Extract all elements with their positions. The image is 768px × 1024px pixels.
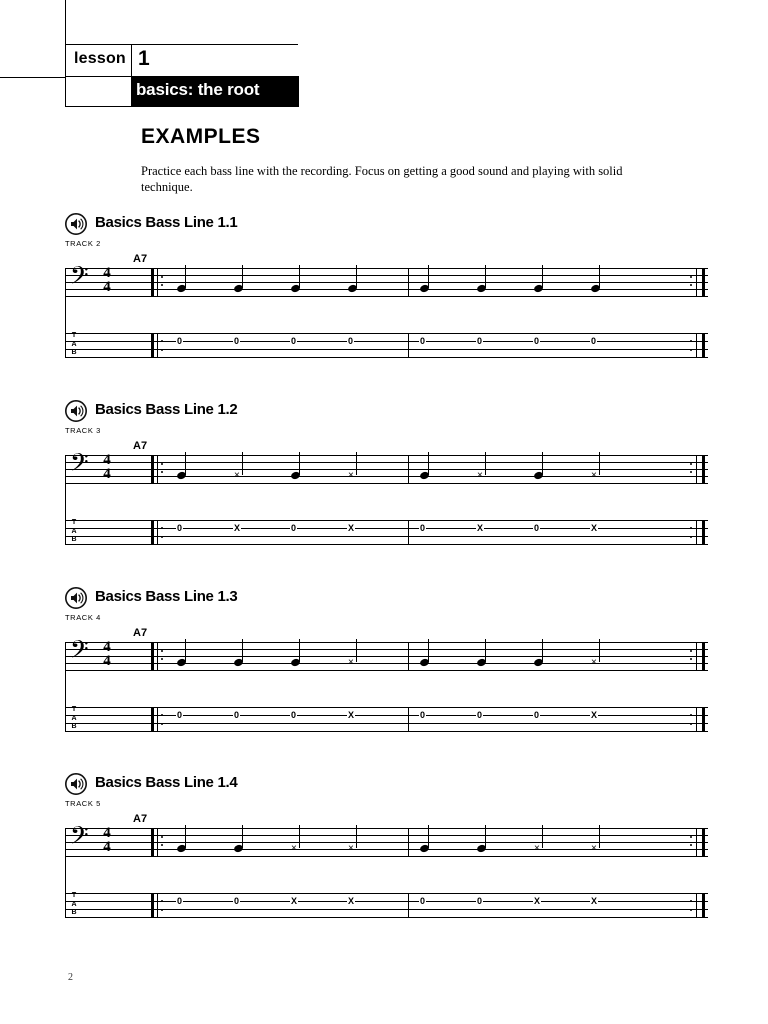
- tab-number: 0: [420, 710, 426, 720]
- tab-number: X: [348, 896, 355, 906]
- note-stem: [428, 639, 429, 662]
- time-signature-top: 4: [103, 265, 111, 281]
- tab-number: 0: [591, 336, 597, 346]
- speaker-icon[interactable]: [65, 587, 87, 609]
- tab-letters: T A B: [71, 706, 77, 730]
- tab-staff: [65, 707, 708, 732]
- tab-number: 0: [234, 336, 240, 346]
- closing-repeat-thin: [696, 268, 697, 297]
- tab-letters: T A B: [71, 519, 77, 543]
- bass-clef: 𝄢: [70, 261, 89, 295]
- track-label: TRACK 4: [65, 613, 101, 622]
- closing-repeat-thick-tab: [702, 520, 705, 545]
- tab-number: 0: [291, 710, 297, 720]
- closing-repeat-thin: [696, 642, 697, 671]
- time-signature-top: 4: [103, 825, 111, 841]
- tab-staff: [65, 333, 708, 358]
- measure-barline-tab: [408, 707, 409, 732]
- staff-line: [65, 642, 708, 643]
- note-stem: [428, 825, 429, 848]
- chord-symbol: A7: [133, 440, 148, 452]
- time-signature-bottom: 4: [103, 279, 111, 295]
- intro-paragraph: Practice each bass line with the recording. Focus on getting a good sound and playing with solid technique.: [141, 164, 623, 194]
- closing-repeat-thick: [702, 268, 705, 297]
- tab-number: X: [477, 523, 484, 533]
- lesson-number-box: [131, 45, 299, 76]
- opening-repeat-thick-tab: [151, 893, 154, 918]
- opening-repeat-thin-tab: [157, 893, 158, 918]
- measure-barline-tab: [408, 520, 409, 545]
- closing-repeat-thick-tab: [702, 893, 705, 918]
- time-signature-bottom: 4: [103, 466, 111, 482]
- tab-number: 0: [348, 336, 354, 346]
- note-stem: [356, 639, 357, 662]
- opening-repeat-thin-tab: [157, 520, 158, 545]
- time-signature-top: 4: [103, 639, 111, 655]
- opening-repeat-thick: [151, 455, 154, 484]
- page-title: EXAMPLES: [141, 125, 261, 148]
- tab-number: 0: [420, 896, 426, 906]
- track-label: TRACK 3: [65, 426, 101, 435]
- note-stem: [242, 265, 243, 288]
- opening-repeat-thick-tab: [151, 707, 154, 732]
- example-title: Basics Bass Line 1.2: [95, 401, 238, 418]
- closing-repeat-thick-tab: [702, 333, 705, 358]
- note-stem: [542, 639, 543, 662]
- opening-repeat-thin-tab: [157, 333, 158, 358]
- tab-number: X: [234, 523, 241, 533]
- opening-repeat-thick-tab: [151, 520, 154, 545]
- staff-line: [65, 856, 708, 857]
- note-stem: [356, 825, 357, 848]
- measure-barline: [408, 642, 409, 671]
- muted-x-notehead: ×: [234, 470, 240, 481]
- speaker-icon[interactable]: [65, 400, 87, 422]
- tab-number: 0: [477, 896, 483, 906]
- opening-repeat-thin: [157, 828, 158, 857]
- opening-repeat-thin: [157, 268, 158, 297]
- measure-barline-tab: [408, 893, 409, 918]
- opening-repeat-thin-tab: [157, 707, 158, 732]
- closing-repeat-thin-tab: [696, 520, 697, 545]
- tab-number: 0: [177, 336, 183, 346]
- muted-x-notehead: ×: [591, 657, 597, 668]
- note-stem: [428, 265, 429, 288]
- lesson-header-bottom-row: [66, 77, 299, 107]
- staff-line: [65, 731, 708, 732]
- staff-system: [65, 448, 708, 550]
- note-stem: [485, 452, 486, 475]
- notation-staff: [65, 639, 708, 671]
- lesson-title: basics: the root: [136, 80, 260, 99]
- tab-number: 0: [177, 896, 183, 906]
- measure-barline: [408, 828, 409, 857]
- tab-number: 0: [477, 336, 483, 346]
- bass-clef: 𝄢: [70, 635, 89, 669]
- tab-number: 0: [291, 336, 297, 346]
- measure-barline-tab: [408, 333, 409, 358]
- muted-x-notehead: ×: [591, 843, 597, 854]
- staff-line: [65, 893, 708, 894]
- note-stem: [485, 825, 486, 848]
- note-stem: [299, 825, 300, 848]
- track-label: TRACK 5: [65, 799, 101, 808]
- tab-number: 0: [420, 336, 426, 346]
- tab-number: 0: [420, 523, 426, 533]
- note-stem: [428, 452, 429, 475]
- opening-repeat-thick: [151, 828, 154, 857]
- notation-staff: [65, 825, 708, 857]
- note-stem: [299, 452, 300, 475]
- speaker-icon[interactable]: [65, 213, 87, 235]
- tab-number: 0: [234, 896, 240, 906]
- note-stem: [185, 265, 186, 288]
- tab-number: 0: [291, 523, 297, 533]
- staff-line: [65, 656, 708, 657]
- note-stem: [542, 825, 543, 848]
- staff-line: [65, 357, 708, 358]
- staff-line: [65, 469, 708, 470]
- speaker-icon[interactable]: [65, 773, 87, 795]
- notation-staff: [65, 452, 708, 484]
- staff-system: [65, 635, 708, 737]
- note-stem: [485, 265, 486, 288]
- chord-symbol: A7: [133, 627, 148, 639]
- note-stem: [185, 825, 186, 848]
- bass-clef: 𝄢: [70, 821, 89, 855]
- staff-line: [65, 663, 708, 664]
- tab-number: X: [534, 896, 541, 906]
- chord-symbol: A7: [133, 813, 148, 825]
- time-signature-top: 4: [103, 452, 111, 468]
- staff-line: [65, 520, 708, 521]
- muted-x-notehead: ×: [591, 470, 597, 481]
- opening-repeat-thick-tab: [151, 333, 154, 358]
- note-stem: [242, 825, 243, 848]
- note-stem: [185, 639, 186, 662]
- tab-number: X: [348, 710, 355, 720]
- tab-number: X: [291, 896, 298, 906]
- note-stem: [299, 639, 300, 662]
- lesson-header-top-row: [66, 45, 299, 77]
- lesson-header: [65, 44, 298, 107]
- tab-number: 0: [477, 710, 483, 720]
- closing-repeat-thin-tab: [696, 893, 697, 918]
- closing-repeat-thick-tab: [702, 707, 705, 732]
- muted-x-notehead: ×: [291, 843, 297, 854]
- staff-line: [65, 296, 708, 297]
- lesson-number: 1: [138, 47, 150, 70]
- tab-number: 0: [534, 336, 540, 346]
- opening-repeat-thick: [151, 642, 154, 671]
- note-stem: [356, 265, 357, 288]
- measure-barline: [408, 455, 409, 484]
- closing-repeat-thin: [696, 828, 697, 857]
- lesson-title-box: [131, 77, 299, 107]
- tab-number: X: [591, 523, 598, 533]
- staff-line: [65, 849, 708, 850]
- bass-clef: 𝄢: [70, 448, 89, 482]
- page-number: 2: [68, 972, 73, 983]
- time-signature-bottom: 4: [103, 839, 111, 855]
- closing-repeat-thick: [702, 642, 705, 671]
- note-stem: [242, 452, 243, 475]
- note-stem: [599, 639, 600, 662]
- chord-symbol: A7: [133, 253, 148, 265]
- time-signature-bottom: 4: [103, 653, 111, 669]
- staff-system: [65, 261, 708, 363]
- tab-staff: [65, 520, 708, 545]
- staff-line: [65, 282, 708, 283]
- note-stem: [185, 452, 186, 475]
- staff-line: [65, 333, 708, 334]
- tab-number: 0: [177, 710, 183, 720]
- opening-repeat-thick: [151, 268, 154, 297]
- muted-x-notehead: ×: [348, 657, 354, 668]
- example-title: Basics Bass Line 1.3: [95, 588, 238, 605]
- note-stem: [299, 265, 300, 288]
- lesson-word-label: lesson: [74, 50, 126, 67]
- measure-barline: [408, 268, 409, 297]
- example-title: Basics Bass Line 1.1: [95, 214, 238, 231]
- notation-staff: [65, 265, 708, 297]
- muted-x-notehead: ×: [348, 843, 354, 854]
- muted-x-notehead: ×: [348, 470, 354, 481]
- opening-repeat-thin: [157, 642, 158, 671]
- staff-line: [65, 670, 708, 671]
- note-stem: [242, 639, 243, 662]
- muted-x-notehead: ×: [534, 843, 540, 854]
- note-stem: [542, 452, 543, 475]
- staff-line: [65, 289, 708, 290]
- opening-repeat-thin: [157, 455, 158, 484]
- tab-number: 0: [534, 710, 540, 720]
- note-stem: [356, 452, 357, 475]
- closing-repeat-thin-tab: [696, 707, 697, 732]
- tab-number: X: [591, 710, 598, 720]
- note-stem: [542, 265, 543, 288]
- staff-line: [65, 828, 708, 829]
- tab-letters: T A B: [71, 892, 77, 916]
- tab-number: 0: [177, 523, 183, 533]
- staff-system: [65, 821, 708, 923]
- closing-repeat-thick: [702, 455, 705, 484]
- note-stem: [599, 452, 600, 475]
- staff-line: [65, 917, 708, 918]
- closing-repeat-thin: [696, 455, 697, 484]
- track-label: TRACK 2: [65, 239, 101, 248]
- note-stem: [599, 825, 600, 848]
- staff-line: [65, 483, 708, 484]
- tab-number: X: [348, 523, 355, 533]
- staff-line: [65, 476, 708, 477]
- staff-line: [65, 544, 708, 545]
- staff-line: [65, 268, 708, 269]
- note-stem: [599, 265, 600, 288]
- tab-letters: T A B: [71, 332, 77, 356]
- closing-repeat-thick: [702, 828, 705, 857]
- tab-staff: [65, 893, 708, 918]
- tab-number: 0: [534, 523, 540, 533]
- tab-number: 0: [234, 710, 240, 720]
- note-stem: [485, 639, 486, 662]
- staff-line: [65, 707, 708, 708]
- muted-x-notehead: ×: [477, 470, 483, 481]
- tab-number: X: [591, 896, 598, 906]
- closing-repeat-thin-tab: [696, 333, 697, 358]
- staff-line: [65, 842, 708, 843]
- staff-line: [65, 455, 708, 456]
- example-title: Basics Bass Line 1.4: [95, 774, 238, 791]
- horizontal-rule: [0, 77, 66, 78]
